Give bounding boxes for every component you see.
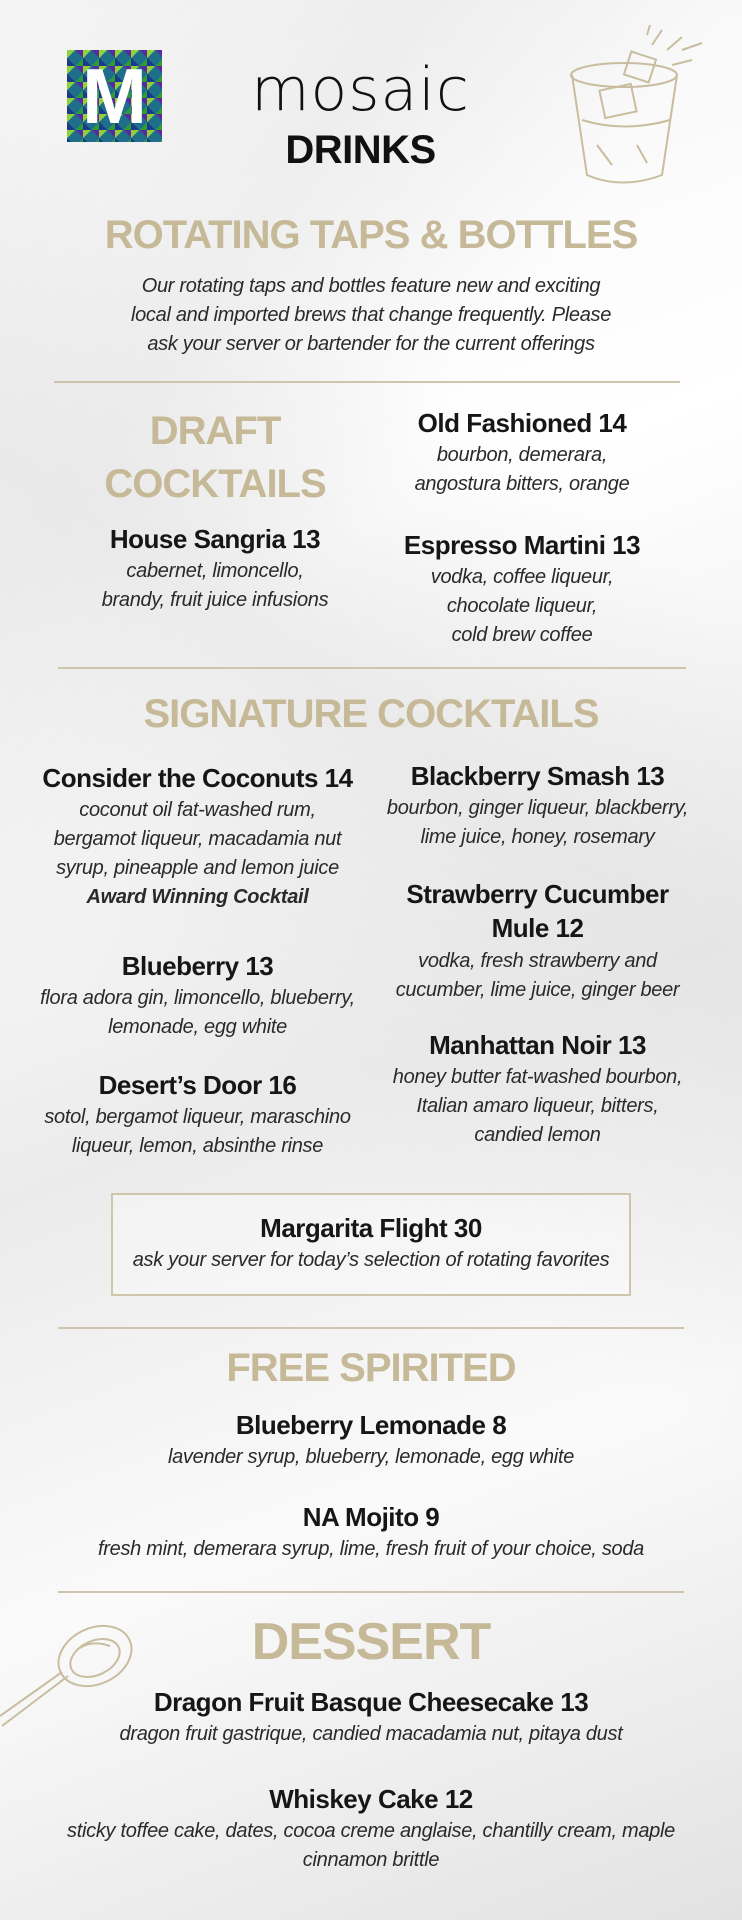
item-description [375, 1063, 700, 1150]
menu-item-blackberry-smash [375, 761, 700, 852]
menu-item-margarita-flight [111, 1213, 631, 1275]
item-name: Blueberry 13 [121, 951, 274, 981]
item-name [375, 877, 700, 945]
item-desc-line: cabernet, limoncello, [126, 560, 304, 582]
item-desc-line: bergamot liqueur, macadamia nut [53, 828, 342, 850]
item-desc-line: coconut oil fat-washed rum, [79, 799, 316, 821]
section-divider [58, 667, 686, 669]
item-desc-line: sotol, bergamot liqueur, maraschino [44, 1106, 351, 1128]
item-desc-line: Italian amaro liqueur, bitters, [416, 1095, 659, 1117]
menu-item-house-sangria [60, 524, 370, 615]
draft-title-line: DRAFT [149, 409, 281, 453]
menu-item-dragon-fruit-cheesecake [0, 1687, 742, 1749]
item-desc-line: vodka, coffee liqueur, [430, 566, 614, 588]
award-note: Award Winning Cocktail [86, 886, 309, 908]
item-name-line: Mule 12 [491, 913, 584, 943]
item-description: ask your server for today’s selection of rotating favorites [132, 1249, 610, 1271]
draft-title-line: COCKTAILS [104, 462, 326, 506]
item-name: Dragon Fruit Basque Cheesecake 13 [153, 1687, 589, 1717]
rotating-line: ask your server or bartender for the current offerings [147, 333, 595, 355]
item-name: Whiskey Cake 12 [269, 1784, 473, 1814]
item-description: lavender syrup, blueberry, lemonade, egg white [167, 1446, 575, 1468]
item-desc-line: bourbon, ginger liqueur, blackberry, [386, 797, 689, 819]
menu-item-whiskey-cake [0, 1784, 742, 1875]
draft-section-title [60, 405, 370, 511]
item-desc-line: angostura bitters, orange [414, 473, 630, 495]
item-name: NA Mojito 9 [302, 1502, 440, 1532]
item-description [20, 1103, 375, 1161]
menu-item-manhattan-noir [375, 1030, 700, 1150]
item-name: Blackberry Smash 13 [410, 761, 665, 791]
menu-item-consider-the-coconuts [20, 763, 375, 912]
rotating-section-title: ROTATING TAPS & BOTTLES [104, 213, 638, 257]
item-description [60, 557, 370, 615]
menu-item-old-fashioned [372, 408, 672, 499]
item-desc-line: syrup, pineapple and lemon juice [56, 857, 339, 879]
free-spirited-section-title: FREE SPIRITED [226, 1346, 516, 1390]
menu-subtitle: DRINKS [285, 128, 436, 172]
logo-letter: M [82, 52, 147, 140]
menu-item-deserts-door [20, 1070, 375, 1161]
item-description [20, 796, 375, 912]
item-name: Consider the Coconuts 14 [42, 763, 353, 793]
menu-item-blueberry-lemonade [0, 1410, 742, 1472]
item-name: Blueberry Lemonade 8 [235, 1410, 507, 1440]
dessert-section-title: DESSERT [251, 1613, 491, 1671]
item-description [372, 441, 672, 499]
item-desc-line: lemonade, egg white [108, 1016, 287, 1038]
item-desc-line: vodka, fresh strawberry and [418, 950, 657, 972]
item-description [375, 794, 700, 852]
item-desc-line: candied lemon [474, 1124, 601, 1146]
rotating-line: Our rotating taps and bottles feature new and exciting [141, 275, 601, 297]
item-description: fresh mint, demerara syrup, lime, fresh fruit of your choice, soda [98, 1538, 644, 1560]
item-desc-line: lime juice, honey, rosemary [420, 826, 655, 848]
menu-item-espresso-martini [372, 530, 672, 650]
item-name: Espresso Martini 13 [403, 530, 641, 560]
item-desc-line: sticky toffee cake, dates, cocoa creme anglaise, chantilly cream, maple [67, 1820, 675, 1842]
item-desc-line: brandy, fruit juice infusions [101, 589, 329, 611]
item-desc-line: honey butter fat-washed bourbon, [392, 1066, 683, 1088]
item-desc-line: cucumber, lime juice, ginger beer [395, 979, 680, 1001]
item-description [0, 1720, 742, 1749]
item-desc-line: bourbon, demerara, [436, 444, 608, 466]
item-desc-line: dragon fruit gastrique, candied macadamia nut, pitaya dust [119, 1723, 623, 1745]
item-name-line: Strawberry Cucumber [406, 879, 669, 909]
brand-name: mosaic [251, 55, 470, 125]
item-description [375, 947, 700, 1005]
item-name: Old Fashioned 14 [417, 408, 627, 438]
whiskey-glass-illustration [552, 25, 712, 195]
section-divider [58, 1327, 684, 1329]
item-description [0, 1817, 742, 1875]
item-desc-line: cold brew coffee [451, 624, 593, 646]
section-divider [58, 1591, 684, 1593]
item-desc-line: flora adora gin, limoncello, blueberry, [40, 987, 355, 1009]
rotating-line: local and imported brews that change frequently. Please [130, 304, 612, 326]
mosaic-logo [67, 50, 162, 142]
item-name: House Sangria 13 [109, 524, 321, 554]
item-desc-line: chocolate liqueur, [446, 595, 598, 617]
item-description [20, 984, 375, 1042]
signature-section-title: SIGNATURE COCKTAILS [143, 692, 599, 736]
item-desc-line: cinnamon brittle [302, 1849, 440, 1871]
item-name: Manhattan Noir 13 [429, 1030, 646, 1060]
item-name: Desert’s Door 16 [98, 1070, 297, 1100]
section-divider [54, 381, 680, 383]
item-name: Margarita Flight 30 [260, 1213, 482, 1243]
menu-item-strawberry-cucumber-mule [375, 877, 700, 1005]
rotating-description [0, 272, 742, 359]
menu-item-na-mojito [0, 1502, 742, 1564]
menu-item-blueberry [20, 951, 375, 1042]
item-description [372, 563, 672, 650]
item-desc-line: liqueur, lemon, absinthe rinse [71, 1135, 324, 1157]
